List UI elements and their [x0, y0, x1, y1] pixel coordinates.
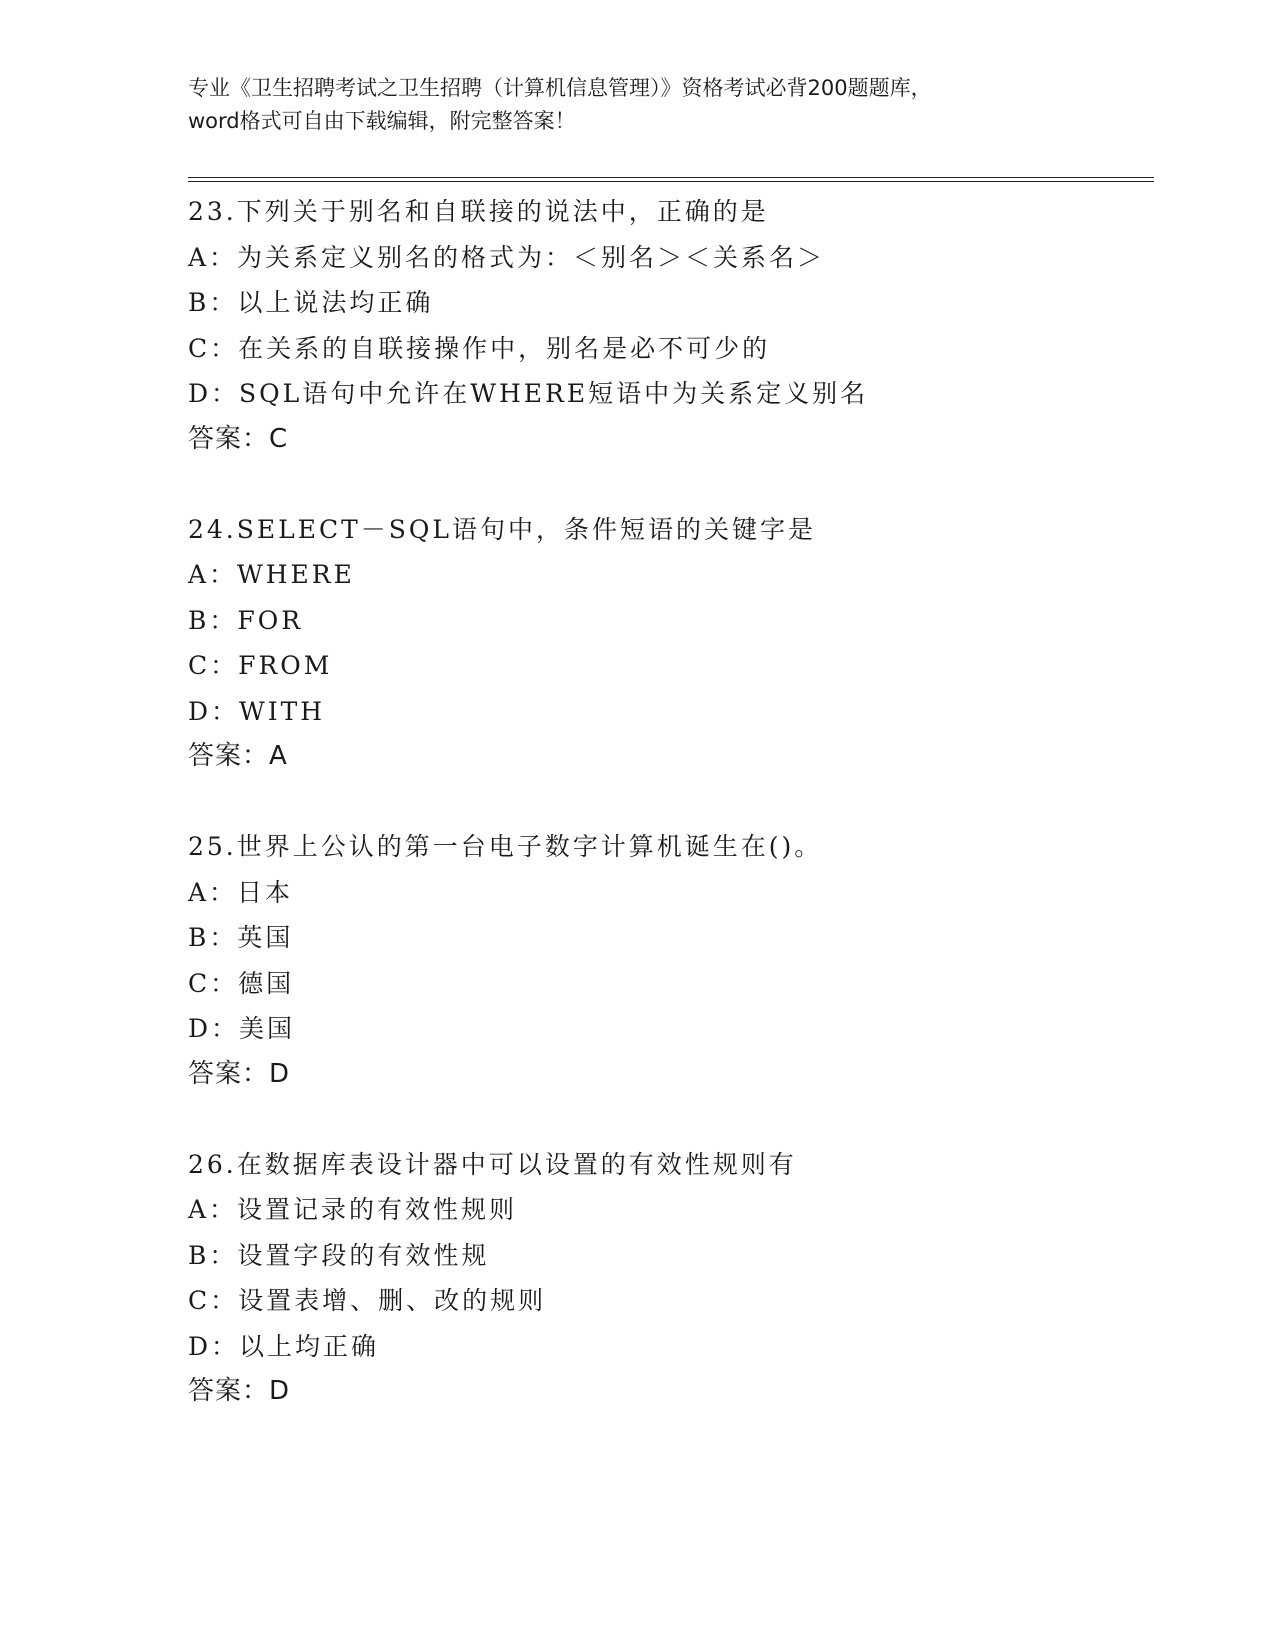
question-26 — [188, 1142, 1148, 1415]
question-list — [188, 189, 1148, 1459]
option-d: D：SQL语句中允许在WHERE短语中为关系定义别名 — [188, 379, 869, 408]
answer-line: 答案：A — [188, 741, 288, 771]
option-b: B：FOR — [188, 605, 304, 635]
option-c: C：在关系的自联接操作中，别名是必不可少的 — [188, 333, 771, 363]
header-divider-bottom — [188, 181, 1154, 182]
option-c: C：设置表增、删、改的规则 — [188, 1286, 547, 1315]
option-a: A：设置记录的有效性规则 — [188, 1195, 518, 1224]
header-title-line-2: word格式可自由下载编辑，附完整答案！ — [188, 109, 576, 133]
header-divider-top — [188, 177, 1154, 178]
option-c: C：FROM — [188, 651, 333, 680]
option-a: A：为关系定义别名的格式为：＜别名＞＜关系名＞ — [188, 242, 826, 272]
option-d: D：WITH — [188, 696, 326, 726]
option-a: A：日本 — [188, 877, 294, 907]
option-d: D：以上均正确 — [188, 1331, 380, 1361]
answer-line: 答案：C — [188, 423, 289, 454]
option-c: C：德国 — [188, 968, 295, 998]
header-title-line-1: 专业《卫生招聘考试之卫生招聘（计算机信息管理）》资格考试必背200题题库， — [188, 76, 932, 100]
question-25 — [188, 824, 1148, 1097]
document-header — [188, 72, 1088, 138]
question-stem: 26.在数据库表设计器中可以设置的有效性规则有 — [188, 1149, 797, 1179]
option-a: A：WHERE — [188, 560, 355, 589]
question-stem: 25.世界上公认的第一台电子数字计算机诞生在()。 — [188, 832, 823, 861]
option-b: B：设置字段的有效性规 — [188, 1240, 490, 1270]
option-b: B：英国 — [188, 923, 294, 952]
answer-line: 答案：D — [188, 1058, 291, 1089]
question-stem: 23.下列关于别名和自联接的说法中，正确的是 — [188, 197, 769, 226]
answer-line: 答案：D — [188, 1376, 291, 1406]
option-b: B：以上说法均正确 — [188, 288, 434, 317]
option-d: D：美国 — [188, 1014, 296, 1043]
question-stem: 24.SELECT－SQL语句中，条件短语的关键字是 — [188, 514, 817, 544]
question-24 — [188, 507, 1148, 780]
question-23 — [188, 189, 1148, 462]
